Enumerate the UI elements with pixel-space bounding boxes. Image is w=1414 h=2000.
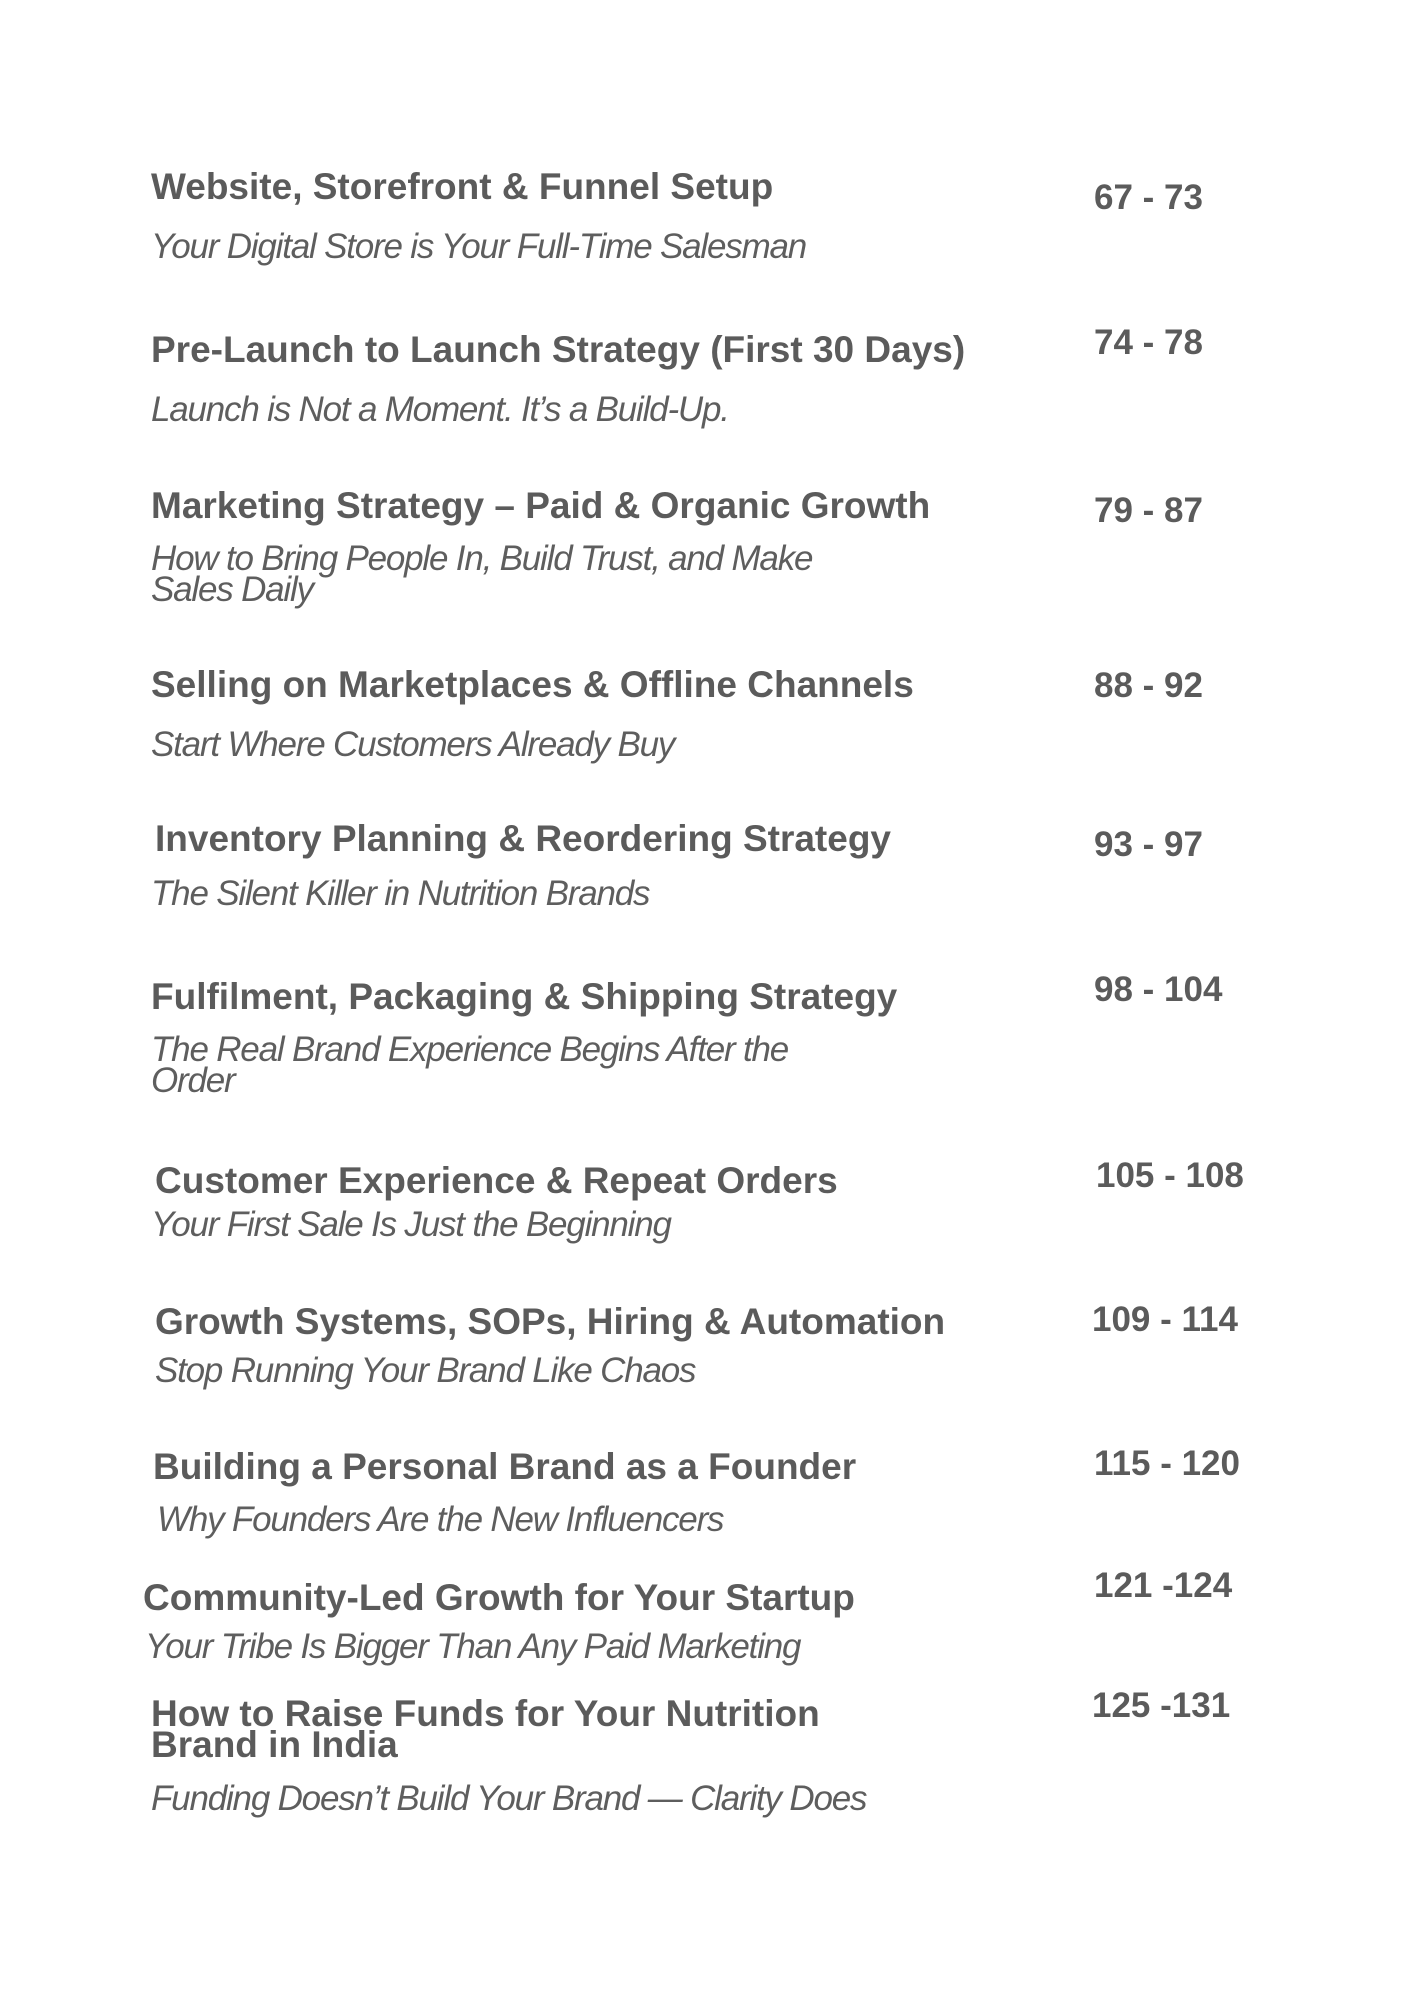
entry-pages: 79 - 87 <box>1094 491 1203 530</box>
entry-pages: 74 - 78 <box>1094 323 1203 362</box>
entry-title: Website, Storefront & Funnel Setup <box>151 166 774 207</box>
entry-subtitle: Launch is Not a Moment. It’s a Build-Up. <box>151 390 729 429</box>
entry-title: How to Raise Funds for Your Nutrition Brand in India <box>151 1693 820 1765</box>
entry-pages: 88 - 92 <box>1094 666 1203 705</box>
entry-pages: 105 - 108 <box>1096 1156 1244 1195</box>
entry-title: Customer Experience & Repeat Orders <box>155 1160 838 1201</box>
entry-pages: 93 - 97 <box>1094 825 1203 864</box>
entry-title: Community-Led Growth for Your Startup <box>143 1577 855 1618</box>
entry-title: Building a Personal Brand as a Founder <box>153 1446 857 1487</box>
entry-subtitle: Funding Doesn’t Build Your Brand — Clarity Does <box>151 1779 867 1818</box>
entry-title: Marketing Strategy – Paid & Organic Growth <box>151 485 931 526</box>
entry-subtitle: How to Bring People In, Build Trust, and Make Sales Daily <box>151 539 813 609</box>
entry-subtitle: Your Tribe Is Bigger Than Any Paid Marketing <box>145 1627 801 1666</box>
entry-subtitle: Your Digital Store is Your Full-Time Salesman <box>151 227 807 266</box>
entry-subtitle: Stop Running Your Brand Like Chaos <box>155 1351 696 1390</box>
entry-subtitle: Why Founders Are the New Influencers <box>157 1500 724 1539</box>
entry-subtitle: The Real Brand Experience Begins After the Order <box>151 1030 789 1100</box>
entry-title: Fulfilment, Packaging & Shipping Strategy <box>151 976 898 1017</box>
entry-title: Growth Systems, SOPs, Hiring & Automation <box>155 1301 946 1342</box>
entry-pages: 121 -124 <box>1094 1566 1233 1605</box>
entry-pages: 98 - 104 <box>1094 970 1223 1009</box>
entry-subtitle: Your First Sale Is Just the Beginning <box>151 1205 671 1244</box>
entry-subtitle: The Silent Killer in Nutrition Brands <box>151 874 650 913</box>
entry-title: Pre-Launch to Launch Strategy (First 30 Days) <box>151 329 966 370</box>
entry-pages: 115 - 120 <box>1094 1444 1240 1483</box>
entry-pages: 109 - 114 <box>1092 1300 1238 1339</box>
entry-pages: 125 -131 <box>1092 1686 1231 1725</box>
entry-subtitle: Start Where Customers Already Buy <box>151 725 675 764</box>
entry-title: Inventory Planning & Reordering Strategy <box>155 818 892 859</box>
entry-title: Selling on Marketplaces & Offline Channels <box>151 664 914 705</box>
entry-pages: 67 - 73 <box>1094 178 1203 217</box>
